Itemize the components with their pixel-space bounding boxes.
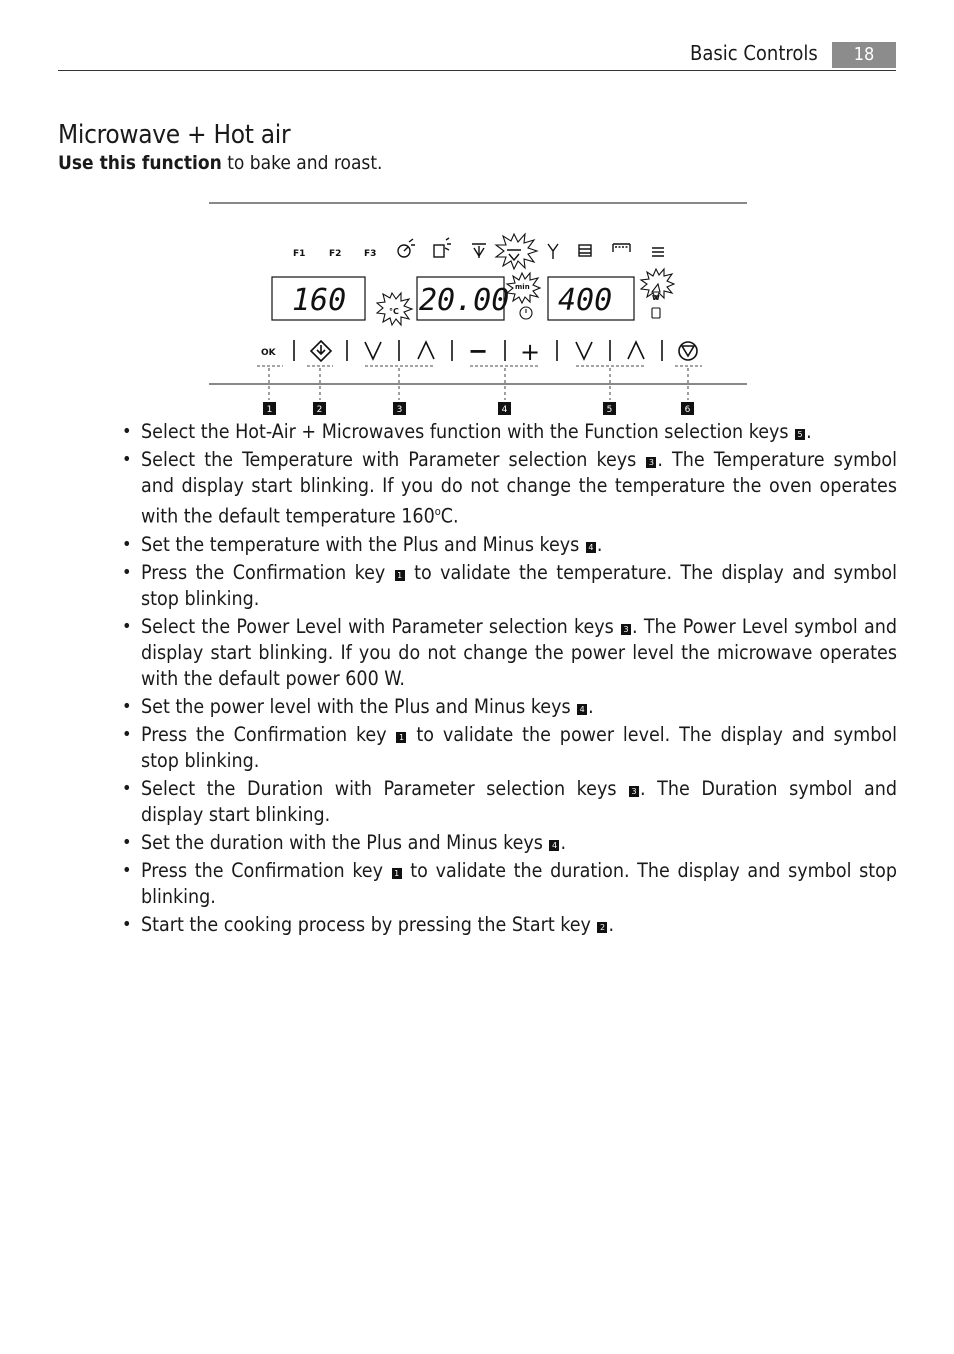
intro-rest: to bake and roast. [221,152,383,174]
instruction-step [122,614,897,692]
instruction-step [122,776,897,828]
callout-5 [603,402,616,415]
key-reference-badge: 1 [396,732,406,743]
defrost-icon [398,239,415,257]
instruction-list [122,419,897,940]
key-reference-badge: 1 [392,868,402,879]
pizza-icon [652,248,664,256]
step-text: . The Duration symbol and display start blinking. [141,776,898,826]
plus-key[interactable]: + [520,338,541,366]
key-reference-badge: 4 [577,704,587,715]
svg-text:2: 2 [316,405,323,415]
function-up-key[interactable] [628,342,644,359]
instruction-step [122,419,897,445]
minutes-symbol: min [515,283,530,291]
step-text: Select the Power Level with Parameter selection keys [141,614,621,638]
function-f3-label: F3 [364,249,377,259]
step-text: Press the Confirmation key [141,722,396,746]
steam-icon [434,238,451,257]
key-reference-badge: 3 [629,786,639,797]
intro-lead: Use this function [58,152,222,174]
key-reference-badge: 5 [795,429,805,440]
key-reference-badge: 3 [646,457,656,468]
bottom-heat-icon [579,245,591,256]
step-text: Press the Confirmation key [141,560,394,584]
step-text: . The Temperature symbol and display start blinking. If you do not change the temperature the oven operates with the default temperature 160 [141,448,897,528]
intro-text [58,152,382,174]
temperature-display: 160 [292,283,347,318]
minus-key[interactable]: − [468,337,489,365]
key-reference-badge: 3 [621,624,631,635]
callout-1 [263,402,276,415]
svg-text:5: 5 [606,405,613,415]
degree-superscript: o [434,505,441,518]
callout-2 [313,402,326,415]
stop-key[interactable] [679,342,697,360]
svg-text:6: 6 [684,405,691,415]
callout-6 [681,402,694,415]
svg-text:1: 1 [266,405,273,415]
ok-key[interactable]: OK [261,348,276,358]
page-number: 18 [832,42,896,68]
instruction-step [122,912,897,938]
instruction-step [122,532,897,558]
top-bottom-heat-icon [613,244,630,252]
instruction-step [122,694,897,720]
step-text: Set the duration with the Plus and Minus keys [141,830,549,854]
celsius-symbol: °C [389,307,399,316]
step-text: C. [440,504,459,528]
callout-3 [393,402,406,415]
callout-4 [498,402,511,415]
step-text: Set the power level with the Plus and Minus keys [141,694,577,718]
page-title: Microwave + Hot air [58,120,291,150]
section-title: Basic Controls [690,41,818,65]
instruction-step [122,830,897,856]
svg-text:3: 3 [396,405,403,415]
key-reference-badge: 4 [549,840,559,851]
start-key[interactable] [311,341,331,361]
instruction-step [122,560,897,612]
instruction-step [122,858,897,910]
step-text: to validate the power level. The display and symbol stop blinking. [141,722,897,772]
step-text: . [608,912,615,936]
parameter-down-key[interactable] [365,342,381,359]
step-text: Set the temperature with the Plus and Minus keys [141,532,585,556]
step-text: to validate the duration. The display and symbol stop blinking. [141,858,897,908]
step-text: Press the Confirmation key [141,858,391,882]
fan-icon [548,244,558,259]
watt-symbol: W [652,294,660,302]
parameter-up-key[interactable] [418,342,434,359]
power-triangle-icon [652,284,660,292]
grill-fan-icon [472,244,486,258]
header-rule [58,70,896,71]
step-text: . [560,830,567,854]
instruction-step [122,722,897,774]
svg-text:4: 4 [501,405,508,415]
step-text: Start the cooking process by pressing the Start key [141,912,597,936]
step-text: Select the Temperature with Parameter selection keys [141,448,646,471]
hot-air-microwave-icon-blinking [496,234,537,269]
key-reference-badge: 1 [395,570,405,581]
step-text: . [596,532,603,556]
key-reference-badge: 4 [586,542,596,553]
power-display: 400 [558,283,613,318]
step-text: to validate the temperature. The display and symbol stop blinking. [141,560,897,610]
instruction-step [122,447,897,530]
step-text: . The Power Level symbol and display start blinking. If you do not change the power level the microwave operates with the default power 600 W. [141,614,897,690]
step-text: . [806,420,812,443]
step-text: Select the Duration with Parameter selection keys [141,776,629,800]
step-text: Select the Hot-Air + Microwaves function with the Function selection keys [141,420,795,443]
time-display: 20.00 [419,283,510,318]
function-down-key[interactable] [576,342,592,359]
function-f2-label: F2 [329,249,342,259]
lock-icon [652,308,660,318]
key-reference-badge: 2 [597,922,607,933]
step-text: . [588,694,594,718]
function-f1-label: F1 [293,249,306,259]
